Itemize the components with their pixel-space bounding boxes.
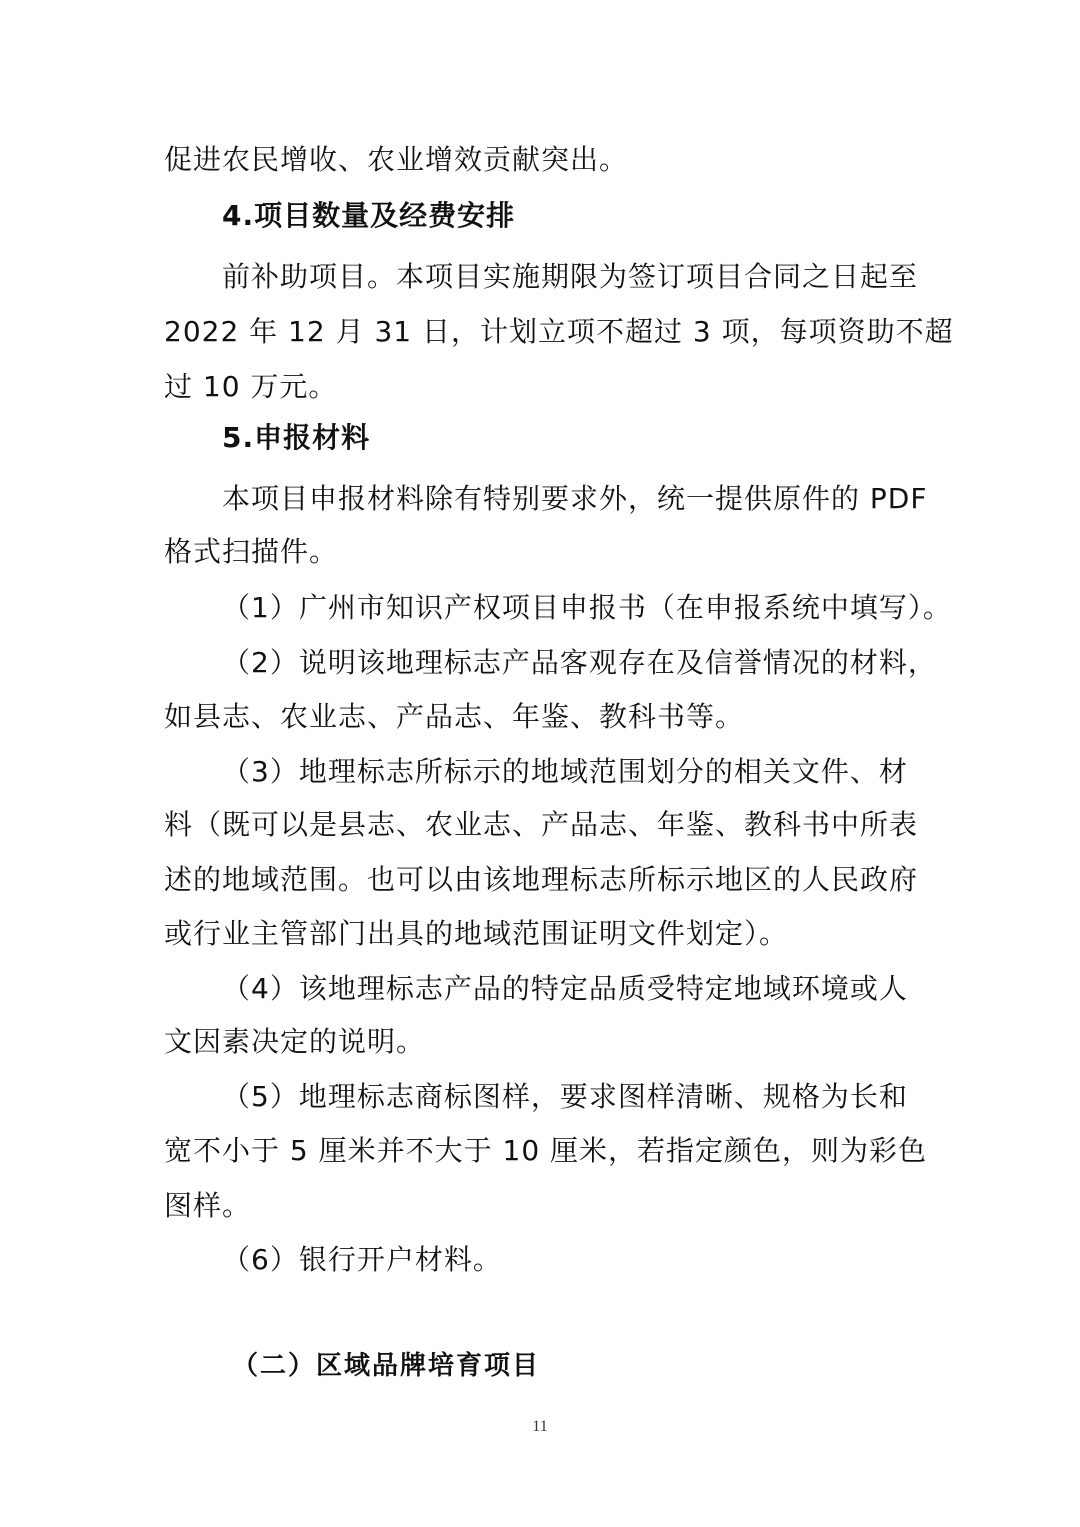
paragraph-line: 如县志、农业志、产品志、年鉴、教科书等。 bbox=[164, 700, 745, 733]
paragraph-line: 图样。 bbox=[164, 1189, 252, 1222]
list-item: （3）地理标志所标示的地域范围划分的相关文件、材 bbox=[222, 755, 908, 788]
paragraph-line: 料（既可以是县志、农业志、产品志、年鉴、教科书中所表 bbox=[164, 808, 919, 841]
paragraph-line: 本项目申报材料除有特别要求外，统一提供原件的 PDF bbox=[222, 482, 928, 515]
list-item: （2）说明该地理标志产品客观存在及信誉情况的材料， bbox=[222, 646, 937, 679]
list-item: （6）银行开户材料。 bbox=[222, 1243, 502, 1276]
subheading-materials: 5.申报材料 bbox=[222, 421, 371, 454]
paragraph-line: 文因素决定的说明。 bbox=[164, 1025, 426, 1058]
paragraph-line: 前补助项目。本项目实施期限为签订项目合同之日起至 bbox=[222, 260, 919, 293]
page-number: 11 bbox=[532, 1418, 548, 1435]
paragraph-line: 格式扫描件。 bbox=[164, 535, 339, 568]
paragraph-line: 宽不小于 5 厘米并不大于 10 厘米，若指定颜色，则为彩色 bbox=[164, 1134, 928, 1167]
list-item: （1）广州市知识产权项目申报书（在申报系统中填写）。 bbox=[222, 591, 952, 624]
paragraph-line: 或行业主管部门出具的地域范围证明文件划定）。 bbox=[164, 917, 789, 950]
paragraph-line: 过 10 万元。 bbox=[164, 370, 338, 403]
list-item: （5）地理标志商标图样，要求图样清晰、规格为长和 bbox=[222, 1080, 908, 1113]
paragraph-line: 2022 年 12 月 31 日，计划立项不超过 3 项，每项资助不超 bbox=[164, 315, 954, 348]
section-heading: （二）区域品牌培育项目 bbox=[232, 1351, 541, 1381]
paragraph-line: 促进农民增收、农业增效贡献突出。 bbox=[164, 143, 629, 176]
paragraph-line: 述的地域范围。也可以由该地理标志所标示地区的人民政府 bbox=[164, 863, 919, 896]
subheading-funding: 4.项目数量及经费安排 bbox=[222, 199, 516, 232]
list-item: （4）该地理标志产品的特定品质受特定地域环境或人 bbox=[222, 972, 908, 1005]
